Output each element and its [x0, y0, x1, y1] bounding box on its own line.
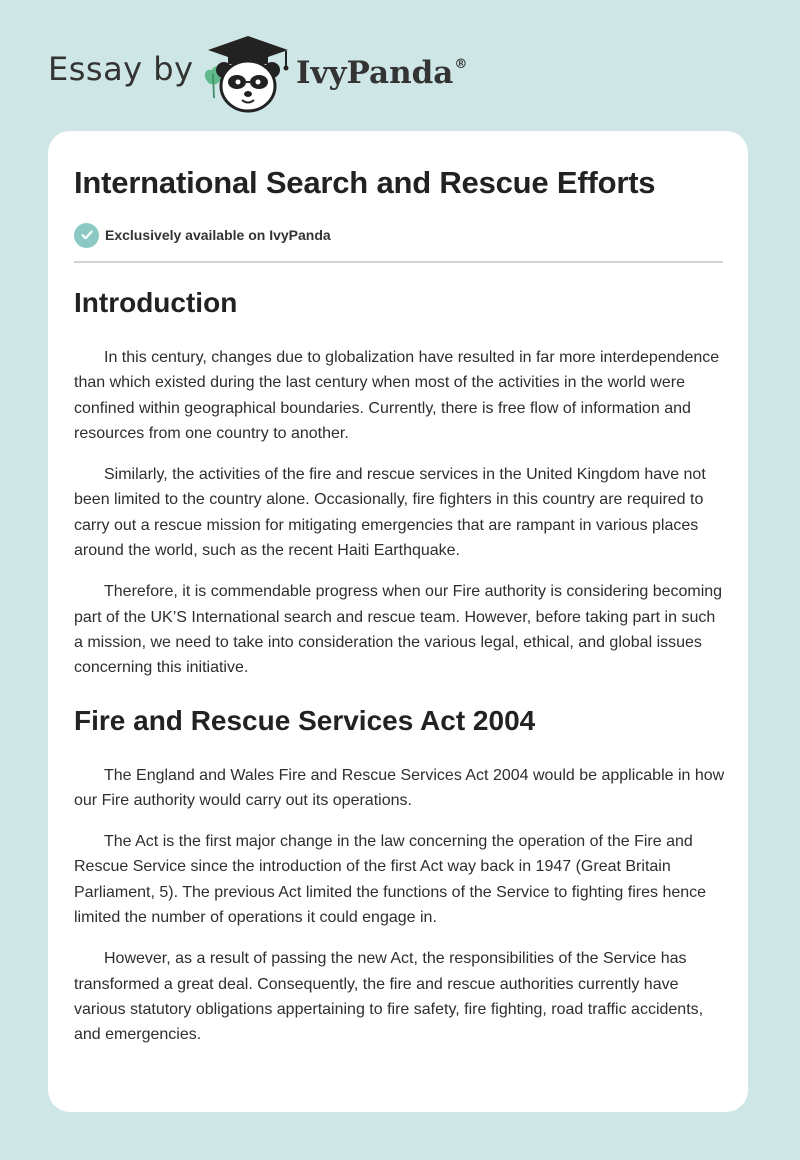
badge-label: Exclusively available on IvyPanda — [105, 227, 331, 243]
section-heading-introduction: Introduction — [74, 287, 238, 318]
paragraph: The Act is the first major change in the law concerning the operation of the Fire and Rescue Service since the introduction of the first Act way back in 1947 (Great Britain Parliament, 5). The previous Act limited the functions of the Service to fighting fires hence limited the number of operations it could engage in. — [74, 833, 707, 927]
essay-body — [74, 281, 726, 1048]
paragraph: Similarly, the activities of the fire and rescue services in the United Kingdom have not been limited to the country alone. Occasionally, fire fighters in this country are required to carry out a rescue mission for mitigating emergencies that are rampant in various places around the world, such as the recent Haiti Earthquake. — [74, 466, 706, 560]
check-circle-icon — [74, 223, 99, 248]
registered-mark: ® — [454, 57, 468, 72]
title-divider — [74, 261, 723, 263]
paragraph: In this century, changes due to globalization have resulted in far more interdependence than which existed during the last century when most of the activities in the world were confined within geographical boundaries. Currently, there is free flow of information and resources from one country to another. — [74, 349, 720, 442]
paragraph: Therefore, it is commendable progress when our Fire authority is considering becoming part of the UK’S International search and rescue team. However, before taking part in such a mission, we need to take into consideration the various legal, ethical, and global issues concerning this initiative. — [74, 583, 723, 677]
brand-text: IvyPanda — [296, 55, 454, 91]
paragraph: The England and Wales Fire and Rescue Services Act 2004 would be applicable in how our Fire authority would carry out its operations. — [74, 766, 725, 809]
paragraph: However, as a result of passing the new Act, the responsibilities of the Service has transformed a great deal. Consequently, the fire and rescue authorities currently have various statutory obligations appertaining to fire safety, fire fighting, road traffic accidents, and emergencies. — [74, 950, 704, 1044]
essay-by-label: Essay by — [48, 50, 194, 88]
section-heading-act-2004: Fire and Rescue Services Act 2004 — [74, 704, 536, 736]
panda-logo-icon[interactable] — [200, 34, 292, 114]
site-header — [0, 0, 800, 130]
essay-title: International Search and Rescue Efforts — [74, 165, 656, 200]
brand-name[interactable] — [296, 55, 466, 91]
essay-card — [48, 131, 748, 1112]
exclusive-badge — [74, 222, 331, 248]
